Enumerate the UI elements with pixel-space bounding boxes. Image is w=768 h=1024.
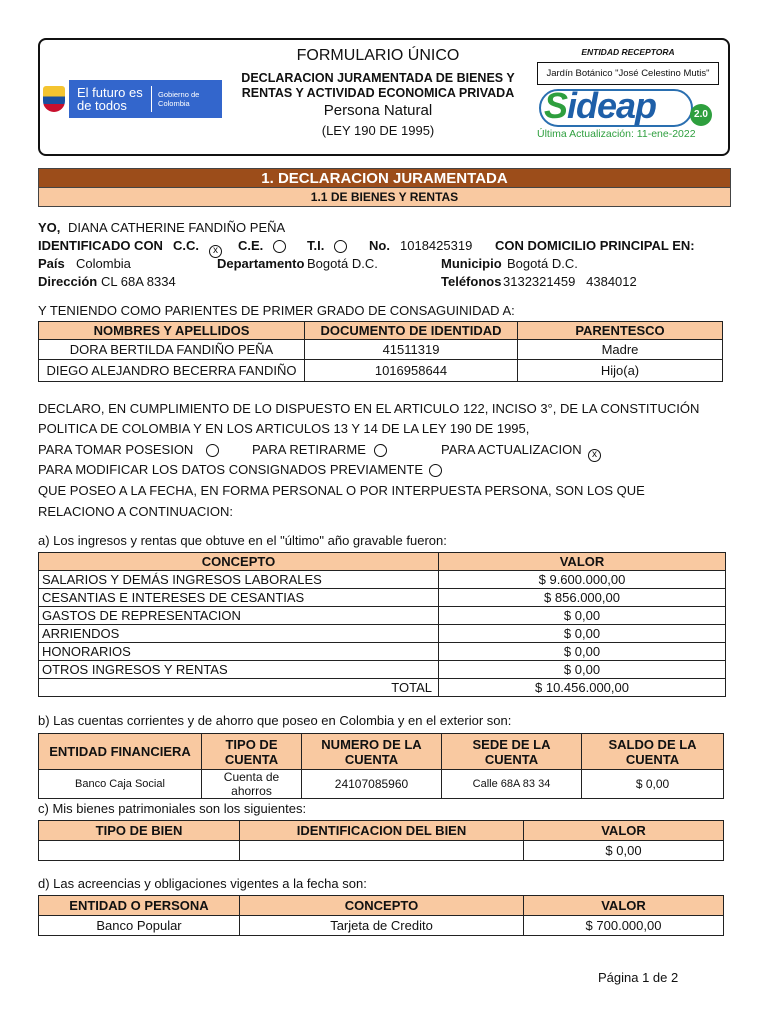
table-row: SALARIOS Y DEMÁS INGRESOS LABORALES $ 9.600.000,00 (39, 571, 726, 589)
col-header: NUMERO DE LA CUENTA (302, 734, 442, 770)
id-number: 1018425319 (400, 238, 473, 253)
dept-label: Departamento (217, 256, 305, 271)
col-header: PARENTESCO (518, 322, 723, 340)
relatives-table (38, 321, 723, 382)
address-value: CL 68A 8334 (101, 274, 176, 289)
opt-modificar-label: PARA MODIFICAR LOS DATOS CONSIGNADOS PREVIAMENTE (38, 462, 424, 477)
col-header: VALOR (439, 553, 726, 571)
accounts-intro: b) Las cuentas corrientes y de ahorro que poseo en Colombia y en el exterior son: (38, 713, 512, 728)
opt-posesion-label: PARA TOMAR POSESION (38, 442, 194, 457)
section-subtitle: 1.1 DE BIENES Y RENTAS (38, 187, 731, 207)
ce-radio[interactable] (273, 240, 286, 253)
assets-intro: c) Mis bienes patrimoniales son los siguientes: (38, 801, 307, 816)
declarant-name: DIANA CATHERINE FANDIÑO PEÑA (68, 220, 286, 235)
form-title: FORMULARIO ÚNICO (296, 47, 460, 64)
col-header: ENTIDAD O PERSONA (39, 896, 240, 916)
table-row: DIEGO ALEJANDRO BECERRA FANDIÑO 1016958644 Hijo(a) (39, 360, 723, 382)
country-label: País (38, 256, 65, 271)
total-label: TOTAL (39, 679, 439, 697)
address-label: Dirección (38, 274, 98, 289)
debts-table (38, 895, 724, 936)
country-value: Colombia (76, 256, 131, 271)
col-header: ENTIDAD FINANCIERA (39, 734, 202, 770)
muni-label: Municipio (441, 256, 502, 271)
form-subtitle-2: RENTAS Y ACTIVIDAD ECONOMICA PRIVADA (241, 86, 515, 100)
ce-label: C.E. (238, 238, 264, 253)
dept-value: Bogotá D.C. (307, 256, 378, 271)
modificar-radio[interactable] (429, 464, 442, 477)
person-type: Persona Natural (323, 102, 433, 119)
table-row: ARRIENDOS $ 0,00 (39, 625, 726, 643)
table-row: HONORARIOS $ 0,00 (39, 643, 726, 661)
declaration-line1: DECLARO, EN CUMPLIMIENTO DE LO DISPUESTO EN EL ARTICULO 122, INCISO 3°, DE LA CONSTITUCIÓN (38, 401, 700, 416)
phones-value: 3132321459 4384012 (503, 274, 637, 289)
opt-actualizacion-label: PARA ACTUALIZACION (441, 442, 582, 457)
posesion-radio[interactable] (206, 444, 219, 457)
table-row: $ 0,00 (39, 841, 724, 861)
yo-label: YO, (38, 220, 61, 235)
page-number: Página 1 de 2 (598, 970, 679, 985)
coat-of-arms-icon (40, 80, 69, 118)
phones-label: Teléfonos (441, 274, 502, 289)
accounts-table (38, 733, 724, 799)
declaration-line3: QUE POSEO A LA FECHA, EN FORMA PERSONAL O POR INTERPUESTA PERSONA, SON LOS QUE (38, 483, 645, 498)
table-row: OTROS INGRESOS Y RENTAS $ 0,00 (39, 661, 726, 679)
col-header: DOCUMENTO DE IDENTIDAD (305, 322, 518, 340)
table-row: GASTOS DE REPRESENTACION $ 0,00 (39, 607, 726, 625)
col-header: NOMBRES Y APELLIDOS (39, 322, 305, 340)
table-row: DORA BERTILDA FANDIÑO PEÑA 41511319 Madre (39, 340, 723, 360)
law-reference: (LEY 190 DE 1995) (321, 123, 435, 138)
col-header: VALOR (524, 821, 724, 841)
col-header: CONCEPTO (240, 896, 524, 916)
income-intro: a) Los ingresos y rentas que obtuve en el "último" año gravable fueron: (38, 533, 447, 548)
table-row: Banco Caja Social Cuenta de ahorros 24107085960 Calle 68A 83 34 $ 0,00 (39, 770, 724, 799)
entity-value: Jardín Botánico "José Celestino Mutis" (537, 62, 719, 85)
assets-table (38, 820, 724, 861)
gov-logo (40, 80, 222, 118)
table-row: CESANTIAS E INTERESES DE CESANTIAS $ 856.000,00 (39, 589, 726, 607)
col-header: IDENTIFICACION DEL BIEN (240, 821, 524, 841)
relatives-intro: Y TENIENDO COMO PARIENTES DE PRIMER GRADO DE CONSAGUINIDAD A: (38, 303, 515, 318)
col-header: CONCEPTO (39, 553, 439, 571)
table-row: Banco Popular Tarjeta de Credito $ 700.000,00 (39, 916, 724, 936)
logo-slogan: El futuro es de todos (76, 85, 143, 113)
income-table (38, 552, 726, 697)
declaration-line4: RELACIONO A CONTINUACION: (38, 504, 234, 519)
form-subtitle-1: DECLARACION JURAMENTADA DE BIENES Y (241, 71, 515, 85)
declaration-line2: POLITICA DE COLOMBIA Y EN LOS ARTICULOS 13 Y 14 DE LA LEY 190 DE 1995, (38, 421, 530, 436)
col-header: SEDE DE LA CUENTA (442, 734, 582, 770)
total-row (39, 679, 726, 697)
section-title: 1. DECLARACION JURAMENTADA (38, 168, 731, 190)
debts-intro: d) Las acreencias y obligaciones vigentes a la fecha son: (38, 876, 367, 891)
domicile-label: CON DOMICILIO PRINCIPAL EN: (495, 238, 695, 253)
last-update: Última Actualización: 11-ene-2022 (537, 128, 696, 140)
id-label: IDENTIFICADO CON (38, 238, 163, 253)
entity-label: ENTIDAD RECEPTORA (581, 47, 675, 57)
muni-value: Bogotá D.C. (507, 256, 578, 271)
brand-text: ideap (567, 85, 657, 126)
no-label: No. (369, 238, 390, 253)
ti-radio[interactable] (334, 240, 347, 253)
col-header: TIPO DE CUENTA (202, 734, 302, 770)
col-header: VALOR (524, 896, 724, 916)
retiro-radio[interactable] (374, 444, 387, 457)
total-value: $ 10.456.000,00 (439, 679, 726, 697)
logo-gov-text: Gobierno de Colombia (158, 90, 200, 108)
brand-version: 2.0 (690, 104, 712, 126)
col-header: SALDO DE LA CUENTA (582, 734, 724, 770)
ti-label: T.I. (307, 238, 325, 253)
opt-retiro-label: PARA RETIRARME (252, 442, 366, 457)
col-header: TIPO DE BIEN (39, 821, 240, 841)
cc-radio[interactable]: x (209, 245, 222, 258)
sideap-logo: Sideap 2.0 (538, 86, 720, 128)
cc-label: C.C. (173, 238, 199, 253)
actualizacion-radio[interactable]: x (588, 449, 601, 462)
